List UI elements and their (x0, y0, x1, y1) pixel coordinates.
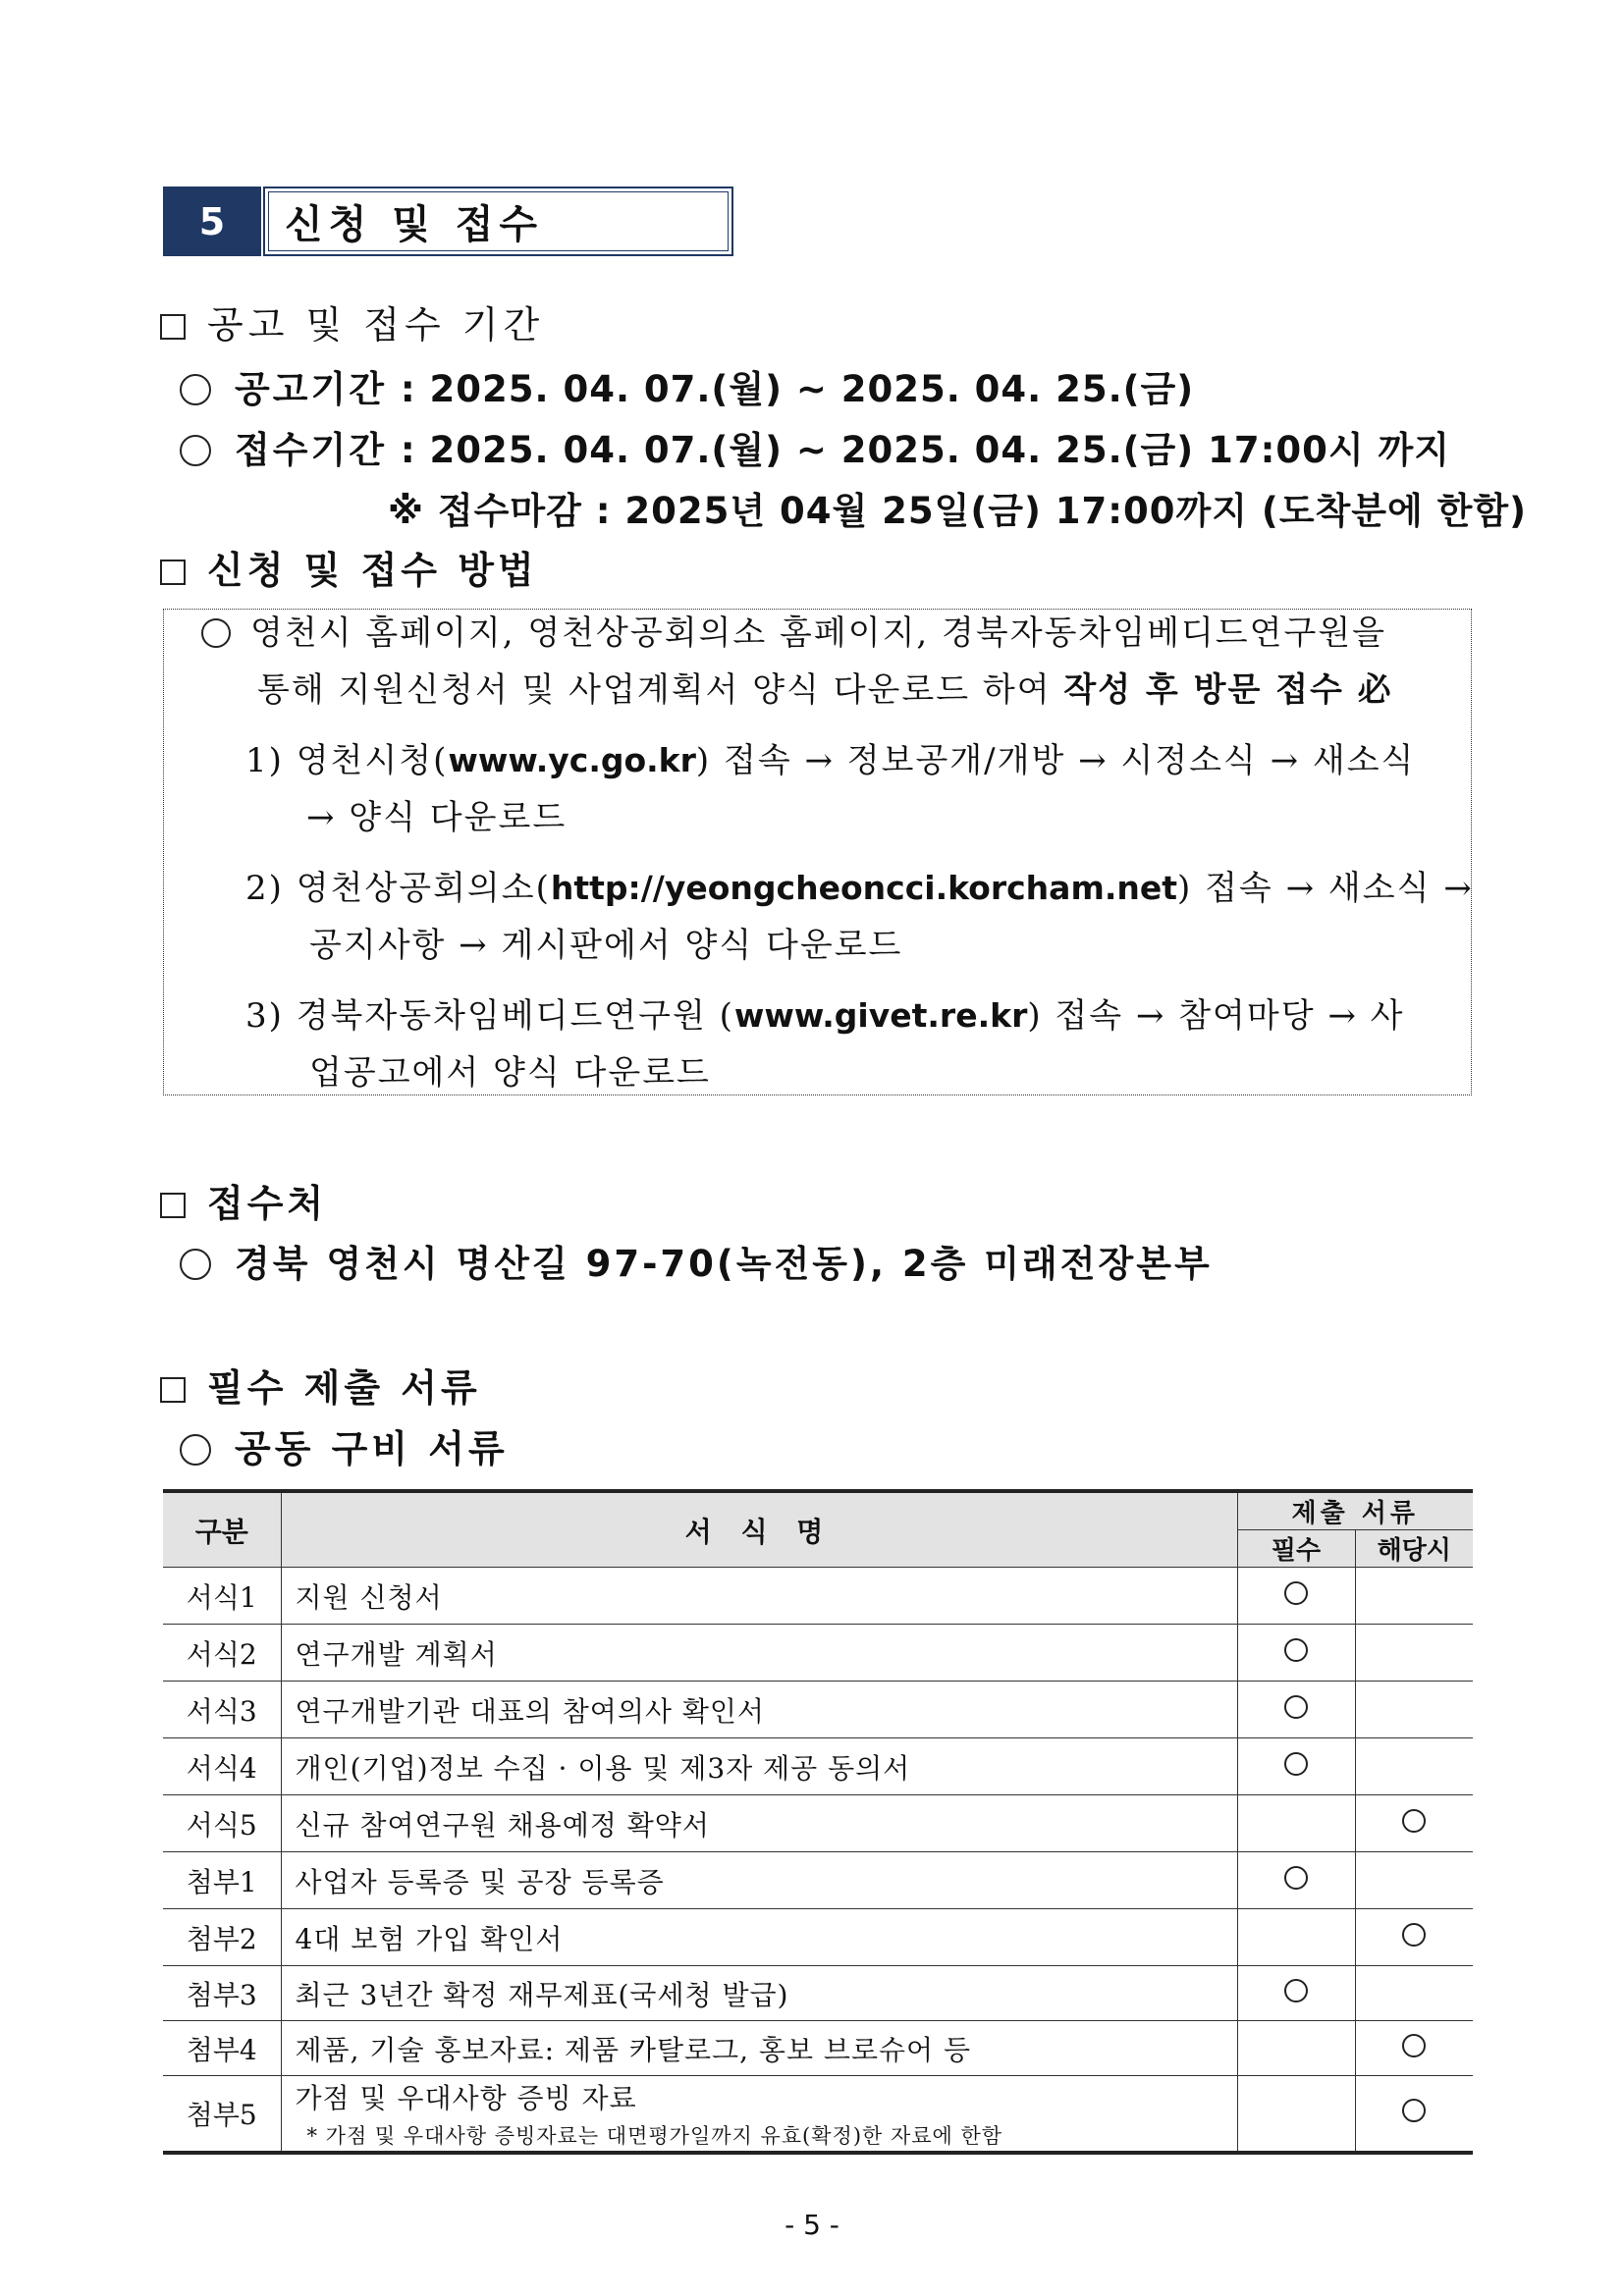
method-item-2: 2) 영천상공회의소(http://yeongcheoncci.korcham.net) 접속 → 새소식 → (245, 869, 1474, 908)
table-row (163, 2076, 1473, 2153)
row-form-name (281, 1568, 1237, 1625)
col-form-name-header: 서 식 명 (281, 1491, 1237, 1568)
circle-bullet-icon (180, 1249, 211, 1280)
method-item-1: 1) 영천시청(www.yc.go.kr) 접속 → 정보공개/개방 → 시정소식 → 새소식 (245, 741, 1416, 780)
table-row (163, 1795, 1473, 1852)
row-form-name-text: 신규 참여연구원 채용예정 확약서 (295, 1808, 710, 1842)
row-category: 서식2 (163, 1625, 281, 1682)
row-category: 서식1 (163, 1568, 281, 1625)
checkbox-square-icon (160, 314, 186, 340)
row-required-cell (1237, 2076, 1355, 2153)
table-row (163, 1738, 1473, 1795)
period-heading: 공고 및 접수 기간 (160, 294, 544, 348)
link-givet[interactable]: www.givet.re.kr (733, 996, 1028, 1035)
row-category: 첨부2 (163, 1909, 281, 1966)
check-circle-icon (1402, 2034, 1426, 2057)
check-circle-icon (1402, 1809, 1426, 1833)
row-form-name-text: 가점 및 우대사항 증빙 자료 (295, 2081, 637, 2114)
row-applicable-cell (1355, 1682, 1473, 1738)
row-category: 첨부3 (163, 1966, 281, 2021)
check-circle-icon (1284, 1581, 1308, 1605)
row-category: 첨부1 (163, 1852, 281, 1909)
row-category: 첨부4 (163, 2021, 281, 2076)
checkbox-square-icon (160, 1377, 186, 1403)
row-form-name (281, 2021, 1237, 2076)
row-required-cell (1237, 1852, 1355, 1909)
circle-bullet-icon (180, 374, 211, 405)
row-form-name (281, 1625, 1237, 1682)
row-form-name (281, 1909, 1237, 1966)
table-row (163, 1909, 1473, 1966)
row-required-cell (1237, 1795, 1355, 1852)
row-form-name-text: 최근 3년간 확정 재무제표(국세청 발급) (295, 1978, 789, 2011)
reception-heading: 접수처 (160, 1173, 327, 1227)
table-row (163, 2021, 1473, 2076)
link-yc[interactable]: www.yc.go.kr (448, 741, 696, 779)
table-row (163, 1966, 1473, 2021)
method-item-3-line2: 업공고에서 양식 다운로드 (309, 1053, 711, 1093)
page-number: - 5 - (785, 2209, 839, 2241)
row-required-cell (1237, 1909, 1355, 1966)
row-form-name-text: 개인(기업)정보 수집 · 이용 및 제3자 제공 동의서 (295, 1751, 911, 1785)
check-circle-icon (1284, 1695, 1308, 1719)
method-item-1-line2: → 양식 다운로드 (306, 798, 568, 837)
checkbox-square-icon (160, 560, 186, 585)
documents-subheading: 공동 구비 서류 (180, 1418, 509, 1472)
row-applicable-cell (1355, 2076, 1473, 2153)
row-applicable-cell (1355, 1568, 1473, 1625)
row-category: 서식4 (163, 1738, 281, 1795)
link-korcham[interactable]: http://yeongcheoncci.korcham.net (550, 869, 1178, 907)
table-row (163, 1568, 1473, 1625)
row-form-name (281, 1795, 1237, 1852)
method-item-2-line2: 공지사항 → 게시판에서 양식 다운로드 (309, 926, 903, 965)
row-applicable-cell (1355, 1852, 1473, 1909)
receipt-period: 접수기간 : 2025. 04. 07.(월) ~ 2025. 04. 25.(금) 17:00시 까지 (180, 420, 1450, 473)
row-form-name (281, 1738, 1237, 1795)
reception-address: 경북 영천시 명산길 97-70(녹전동), 2층 미래전장본부 (180, 1234, 1213, 1287)
row-form-name (281, 1966, 1237, 2021)
col-required-header: 필수 (1237, 1530, 1355, 1568)
documents-heading: 필수 제출 서류 (160, 1358, 481, 1412)
checkbox-square-icon (160, 1193, 186, 1218)
circle-bullet-icon (180, 1434, 211, 1466)
row-note: * 가점 및 우대사항 증빙자료는 대면평가일까지 유효(확정)한 자료에 한함 (306, 2123, 1003, 2148)
row-applicable-cell (1355, 1625, 1473, 1682)
check-circle-icon (1284, 1638, 1308, 1662)
row-form-name-text: 연구개발기관 대표의 참여의사 확인서 (295, 1694, 765, 1728)
row-required-cell (1237, 1625, 1355, 1682)
row-form-name (281, 2076, 1237, 2153)
row-form-name-text: 연구개발 계획서 (295, 1637, 498, 1671)
method-heading: 신청 및 접수 방법 (160, 540, 538, 594)
row-required-cell (1237, 1738, 1355, 1795)
row-required-cell (1237, 1966, 1355, 2021)
row-form-name-text: 4대 보험 가입 확인서 (295, 1922, 564, 1955)
row-required-cell (1237, 1682, 1355, 1738)
row-required-cell (1237, 1568, 1355, 1625)
deadline-note: ※ 접수마감 : 2025년 04월 25일(금) 17:00까지 (도착분에 한함) (388, 490, 1528, 532)
row-form-name-text: 지원 신청서 (295, 1580, 443, 1614)
table-row (163, 1682, 1473, 1738)
check-circle-icon (1402, 1923, 1426, 1947)
row-form-name (281, 1852, 1237, 1909)
circle-bullet-icon (201, 618, 231, 648)
check-circle-icon (1284, 1979, 1308, 2002)
row-applicable-cell (1355, 1909, 1473, 1966)
row-applicable-cell (1355, 1795, 1473, 1852)
section-number: 5 (163, 187, 261, 256)
row-form-name (281, 1682, 1237, 1738)
method-item-3: 3) 경북자동차임베디드연구원 (www.givet.re.kr) 접속 → 참여마당 → 사 (245, 996, 1405, 1036)
col-applicable-header: 해당시 (1355, 1530, 1473, 1568)
row-category: 첨부5 (163, 2076, 281, 2153)
announce-period: 공고기간 : 2025. 04. 07.(월) ~ 2025. 04. 25.(금) (180, 359, 1194, 412)
table-row (163, 1852, 1473, 1909)
row-applicable-cell (1355, 2021, 1473, 2076)
check-circle-icon (1284, 1866, 1308, 1890)
row-applicable-cell (1355, 1738, 1473, 1795)
col-submit-header: 제출 서류 (1237, 1491, 1473, 1530)
row-required-cell (1237, 2021, 1355, 2076)
row-category: 서식5 (163, 1795, 281, 1852)
row-applicable-cell (1355, 1966, 1473, 2021)
method-intro-line2: 통해 지원신청서 및 사업계획서 양식 다운로드 하여 작성 후 방문 접수 必 (257, 670, 1393, 710)
col-category-header: 구분 (163, 1491, 281, 1568)
method-intro-line1: 영천시 홈페이지, 영천상공회의소 홈페이지, 경북자동차임베디드연구원을 (201, 616, 1456, 650)
row-form-name-text: 제품, 기술 홍보자료: 제품 카탈로그, 홍보 브로슈어 등 (295, 2033, 972, 2066)
documents-table (163, 1489, 1473, 2155)
check-circle-icon (1284, 1752, 1308, 1776)
row-category: 서식3 (163, 1682, 281, 1738)
check-circle-icon (1402, 2099, 1426, 2122)
row-form-name-text: 사업자 등록증 및 공장 등록증 (295, 1865, 665, 1898)
circle-bullet-icon (180, 435, 211, 466)
section-title: 신청 및 접수 (263, 187, 733, 256)
table-row (163, 1625, 1473, 1682)
